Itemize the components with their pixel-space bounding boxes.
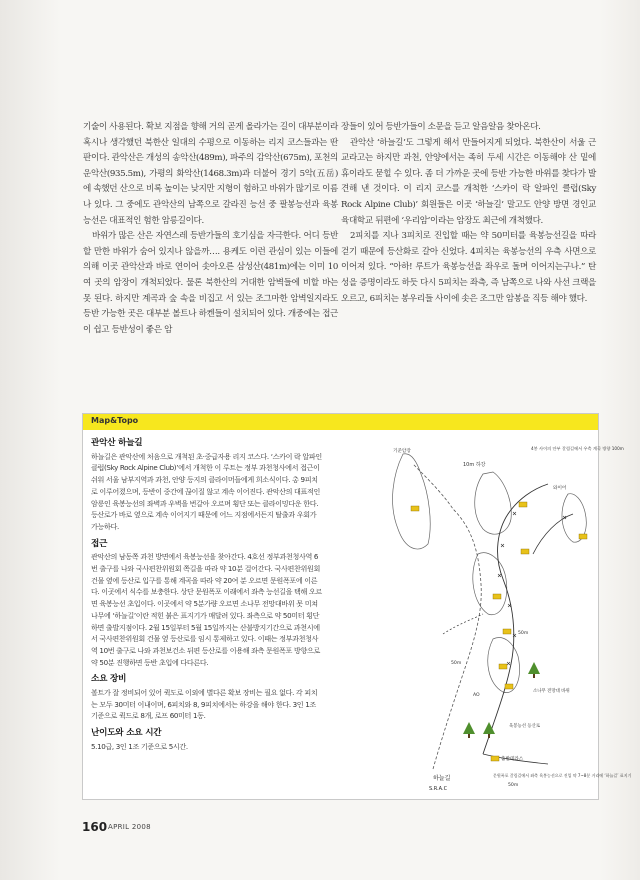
topo-sign-club: S.R.A.C <box>429 786 448 792</box>
topo-header-bar <box>83 414 598 430</box>
route-line <box>483 484 548 754</box>
paragraph: 2피치를 지나 3피치로 진입할 때는 약 50미터를 육봉능선길을 따라 걷기 때문에 등산화로 갈아 신었다. 4피치는 육봉능선의 우측 사면으로 이어져 있다. “아하! 루트가 육봉능선을 좌우로 돌며 이어지는구나.” 탄성을 증명이라도 하듯 다시 5피치는 좌측, 즉 남쪽으로 나와 사선 크랙을 오르고, 6피치는 봉우리들 사이에 솟은 조그만 암봉을 직등 해야 했다. <box>341 231 596 304</box>
section-title: 접근 <box>91 538 108 549</box>
pitch-markers <box>411 502 587 761</box>
topo-trail-label: 육봉능선 등산로 <box>509 724 541 729</box>
route-info <box>91 438 323 753</box>
page-number: 160 <box>82 820 108 834</box>
issue-date: APRIL 2008 <box>108 823 151 831</box>
rock-outline <box>393 454 431 549</box>
article-column-right <box>341 120 596 307</box>
topo-start-label: 기준암장 <box>393 449 411 454</box>
section-title: 난이도와 소요 시간 <box>91 728 162 739</box>
topo-distance: 50m <box>451 661 462 666</box>
paragraph: 바위가 많은 산은 자연스레 등반가들의 호기심을 자극한다. 어디 등반할 만한 바위가 숨어 있지나 않을까…. 용케도 이런 관심이 있는 이들에 의해 이곳 관악산과 바로 연이어 솟아오른 삼성산(481m)에는 이미 10여 곳의 암장이 개척되었다. 물론 북한산의 거대한 암벽들에 비할 바는 못 된다. 하지만 계곡과 숲 속을 비집고 서 있는 조그마한 암벽일지라도 등반 가능한 곳은 대부분 볼트나 하켄들이 설치되어 있다. 개중에는 접근이 쉽고 등반성이 좋은 암 <box>83 231 338 335</box>
section-body: 볼트가 잘 정비되어 있어 퀵도로 이외에 별다른 확보 장비는 필요 없다. 각 피치는 모두 30미터 이내이며, 6피치와 8, 9피치에서는 하강을 해야 한다. 3인 1조 기준으로 퀵드로 8개, 로프 60미터 1동. <box>91 688 318 721</box>
topo-diagram <box>333 434 632 796</box>
section-body: 하늘길은 관악산에 처음으로 개척된 초·중급자용 리지 코스다. ‘스카이 락 알파인 클럽(Sky Rock Alpine Club)’에서 개척한 이 루트는 정부 과천청사에서 접근이 쉬워 서울 남부지역과 과천, 안양 등지의 클라이머들에게 희소식이다. 총 9피치로 이루어졌으며, 등반이 중간에 끊이질 않고 계속 이어진다. 관악산의 대표적인 암릉인 육봉능선의 좌벽과 우벽을 번갈아 오르며 횡단 또는 클라이밍다운 한다. 등산로가 바로 옆으로 계속 이어지기 때문에 어느 지점에서든지 탈출과 우회가 가능하다. <box>91 451 322 531</box>
topo-peak-label: 와이어 <box>553 486 567 491</box>
section-title: 소요 장비 <box>91 674 127 685</box>
bolt-marks <box>498 512 566 665</box>
topo-sign-name: 하늘길 <box>433 775 451 782</box>
map-topo-box <box>82 413 632 800</box>
paragraph: 기술이 사용된다. 확보 지점을 향해 거의 곧게 올라가는 길이 대부분이라 혹시나 생각했던 북한산 일대의 수평으로 이동하는 리지 코스들과는 딴판이다. 관악산은 개성의 송악산(489m), 파주의 감악산(675m), 포천의 운악산(935.5m), 가평의 화악산(1468.3m)과 더불어 경기 5악(五岳)에 속했던 산으로 비록 높이는 낮지만 지형이 험하고 바위가 많기로 이름나 있다. 그 중에도 관악산의 남쪽으로 갈라진 능선 중 팔봉능선과 육봉능선은 대표적인 험한 암릉길이다. <box>83 122 338 226</box>
section-body: 5.10급, 3인 1조 기준으로 5시간. <box>91 741 188 751</box>
section-title: 관악산 하늘길 <box>91 438 143 448</box>
topo-distance: 50m <box>508 783 519 788</box>
rock-outline <box>475 472 512 534</box>
article-column-left <box>83 120 338 338</box>
paragraph: 장들이 있어 등반가들이 소문을 듣고 알음알음 찾아온다. <box>341 122 541 132</box>
topo-note-top: 4봉 사이의 안부 갈림길에서 우측 계곡 방향 100m <box>531 446 624 451</box>
rock-outline <box>473 553 507 615</box>
section-body: 관악산의 남동쪽 과천 방면에서 육봉능선을 찾아간다. 4호선 정부과천청사역 6번 출구를 나와 국사편찬위원회 쪽길을 따라 약 10분 걸어간다. 국사편찬위원회 건물 옆에 등산로 입구를 통해 계곡을 따라 약 20여 분 오르면 문원폭포에 이른다. 이곳에서 식수를 보충한다. 상단 문원폭포 이래에서 좌측 능선길을 택해 오르면 육봉능선 초입이다. 이곳에서 약 5분가량 오르면 소나무 전망대바위 못 미쳐 나무에 ‘하늘길’이란 적힌 붉은 표지기가 매달려 있다. 좌측으로 약 50미터 횡단하면 출발지점이다. 2월 15일부터 5월 15일까지는 산불방지기간으로 과천시에서 국사편찬위원회 건물 옆 등산로를 임시 통제하고 있다. 이때는 정부과천청사역 10번 출구로 나와 과천보건소 뒤편 등산로를 이용해 좌측 문원폭포 방향으로 약 50분 진행하면 등반 초입에 다다른다. <box>91 552 322 667</box>
trail-line <box>413 464 481 769</box>
route-line <box>443 614 483 634</box>
topo-pine-label: 소나무 전망대 바위 <box>533 689 570 694</box>
paragraph: 관악산 ‘하늘길’도 그렇게 해서 만들어지게 되었다. 북한산이 서울 근교라고는 하지만 과천, 안양에서는 족히 두세 시간은 이동해야 산 밑에 휴이라도 묻힐 수 있다. 좀 더 가까운 곳에 등반 가능한 바위를 찾다가 발견해 낸 것이다. 이 리지 코스를 개척한 ‘스카이 락 알파인 클럽(Sky Rock Alpine Club)’ 회원들은 이곳 ‘하늘길’ 말고도 안양 방면 경인교육대학교 뒤편에 ‘우리암’이라는 암장도 최근에 개척했다. <box>341 137 596 226</box>
topo-start-point: 출발테라스 <box>501 757 524 762</box>
topo-bottom-note: 문원폭포 갈림길에서 좌측 육봉능선으로 진입 약 7~8분 거리에 ‘하늘길’ 표지기 <box>493 773 632 778</box>
topo-ao: AO <box>473 693 480 698</box>
route-line <box>533 514 573 554</box>
topo-distance: 50m <box>518 631 529 636</box>
topo-ridge-top: 10m 하강 <box>463 462 486 468</box>
topo-header-label: Map&Topo <box>91 416 139 425</box>
